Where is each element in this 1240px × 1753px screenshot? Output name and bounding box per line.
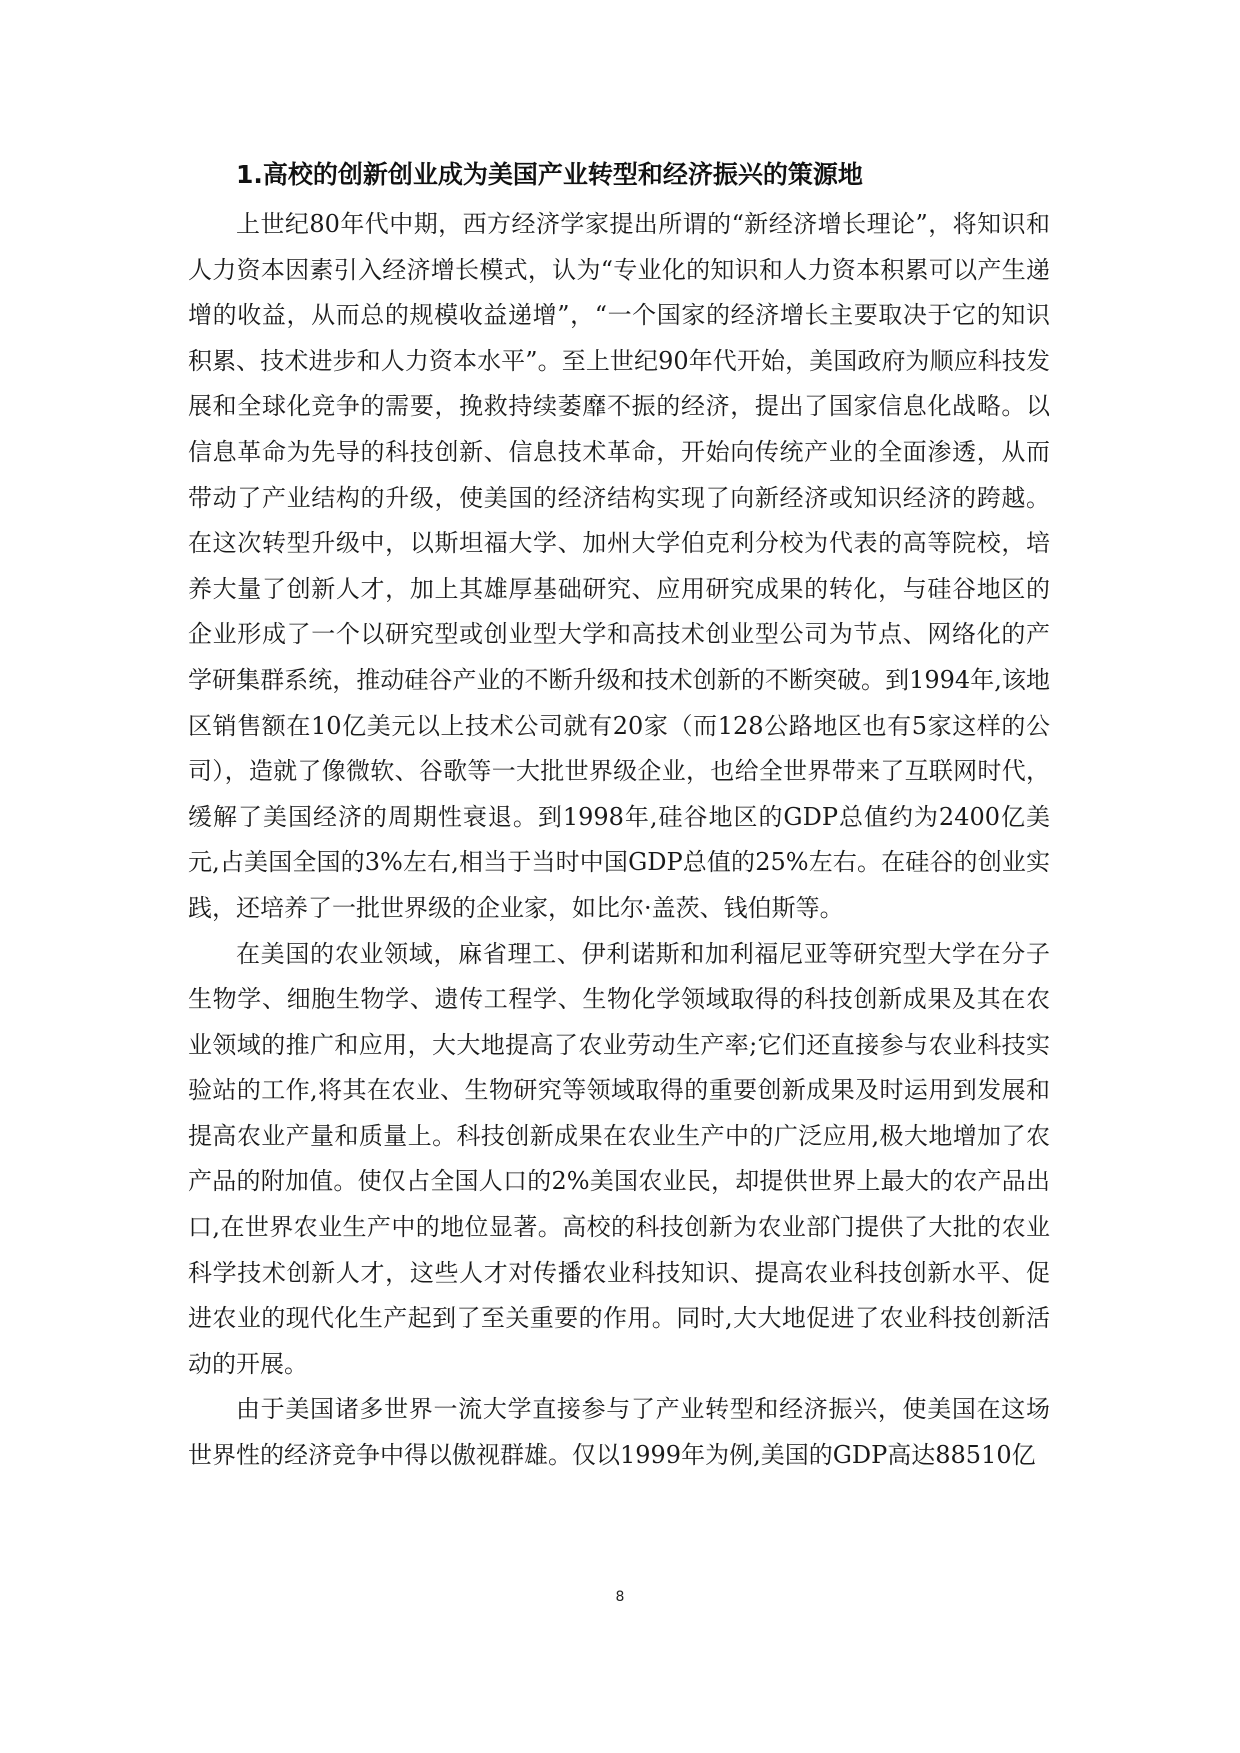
paragraph-2: 在美国的农业领域，麻省理工、伊利诺斯和加利福尼亚等研究型大学在分子生物学、细胞生物学、遗传工程学、生物化学领域取得的科技创新成果及其在农业领域的推广和应用，大大地提高了农业劳动生产率;它们还直接参与农业科技实验站的工作,将其在农业、生物研究等领域取得的重要创新成果及时运用到发展和提高农业产量和质量上。科技创新成果在农业生产中的广泛应用,极大地增加了农产品的附加值。使仅占全国人口的2%美国农业民，却提供世界上最大的农产品出口,在世界农业生产中的地位显著。高校的科技创新为农业部门提供了大批的农业科学技术创新人才，这些人才对传播农业科技知识、提高农业科技创新水平、促进农业的现代化生产起到了至关重要的作用。同时,大大地促进了农业科技创新活动的开展。 — [188, 939, 1050, 1378]
page-number: 8 — [615, 1589, 625, 1605]
section-heading: 1.高校的创新创业成为美国产业转型和经济振兴的策源地 — [236, 160, 863, 189]
paragraph-3: 由于美国诸多世界一流大学直接参与了产业转型和经济振兴，使美国在这场世界性的经济竞争中得以傲视群雄。仅以1999年为例,美国的GDP高达88510亿 — [188, 1395, 1050, 1470]
paragraph-1: 上世纪80年代中期，西方经济学家提出所谓的“新经济增长理论”，将知识和人力资本因素引入经济增长模式，认为“专业化的知识和人力资本积累可以产生递增的收益，从而总的规模收益递增”，“一个国家的经济增长主要取决于它的知识积累、技术进步和人力资本水平”。至上世纪90年代开始，美国政府为顺应科技发展和全球化竞争的需要，挽救持续萎靡不振的经济，提出了国家信息化战略。以信息革命为先导的科技创新、信息技术革命，开始向传统产业的全面渗透，从而带动了产业结构的升级，使美国的经济结构实现了向新经济或知识经济的跨越。在这次转型升级中，以斯坦福大学、加州大学伯克利分校为代表的高等院校，培养大量了创新人才，加上其雄厚基础研究、应用研究成果的转化，与硅谷地区的企业形成了一个以研究型或创业型大学和高技术创业型公司为节点、网络化的产学研集群系统，推动硅谷产业的不断升级和技术创新的不断突破。到1994年,该地区销售额在10亿美元以上技术公司就有20家（而128公路地区也有5家这样的公司），造就了像微软、谷歌等一大批世界级企业，也给全世界带来了互联网时代，缓解了美国经济的周期性衰退。到1998年,硅谷地区的GDP总值约为2400亿美元,占美国全国的3%左右,相当于当时中国GDP总值的25%左右。在硅谷的创业实践，还培养了一批世界级的企业家，如比尔·盖茨、钱伯斯等。 — [188, 210, 1050, 922]
document-body — [188, 158, 1050, 1479]
